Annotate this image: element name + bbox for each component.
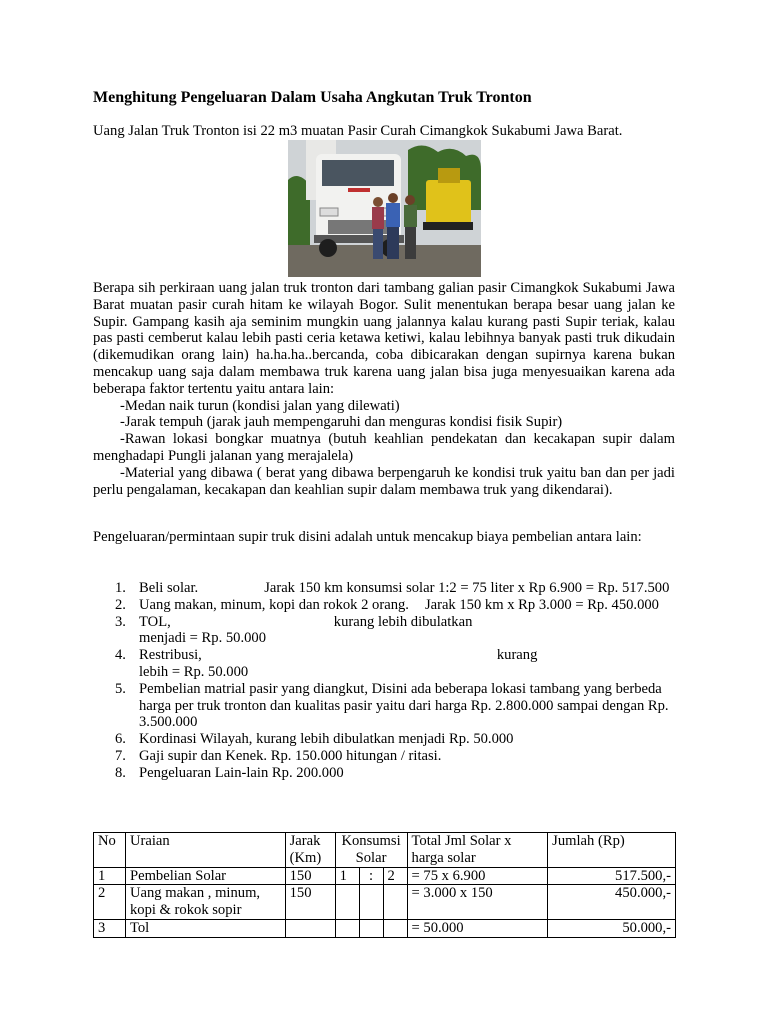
photo-truck-windshield bbox=[322, 160, 394, 186]
photo-excavator bbox=[426, 180, 471, 225]
table-row: 2 Uang makan , minum, kopi & rokok sopir 150 = 3.000 x 150 450.000,- bbox=[94, 885, 676, 920]
document-title: Menghitung Pengeluaran Dalam Usaha Angkutan Truk Tronton bbox=[93, 89, 532, 106]
header-jumlah: Jumlah (Rp) bbox=[548, 833, 676, 868]
photo-person-2 bbox=[386, 203, 400, 227]
photo-person-1 bbox=[372, 207, 384, 229]
factor-1: -Medan naik turun (kondisi jalan yang dilewati) bbox=[120, 397, 400, 414]
explanation-section bbox=[93, 280, 675, 498]
table-row: 1 Pembelian Solar 150 1 : 2 = 75 x 6.900 517.500,- bbox=[94, 867, 676, 885]
list-item: 3. TOL, kurang lebih dibulatkan menjadi = Rp. 50.000 bbox=[115, 613, 473, 647]
header-total: Total Jml Solar x harga solar bbox=[407, 833, 548, 868]
intro-text: Uang Jalan Truk Tronton isi 22 m3 muatan Pasir Curah Cimangkok Sukabumi Jawa Barat. bbox=[93, 123, 623, 139]
photo-excavator-arm bbox=[438, 168, 460, 183]
list-item: 4. Restribusi, kurang lebih = Rp. 50.000 bbox=[115, 647, 538, 680]
paragraph-2: Pengeluaran/permintaan supir truk disini adalah untuk mencakup biaya pembelian antara lain: bbox=[93, 529, 642, 545]
expense-list bbox=[93, 580, 675, 782]
table-header-row bbox=[94, 833, 676, 868]
cost-table bbox=[93, 832, 676, 938]
header-uraian: Uraian bbox=[125, 833, 285, 868]
header-no: No bbox=[94, 833, 126, 868]
factor-2: -Jarak tempuh (jarak jauh mempengaruhi dan menguras kondisi fisik Supir) bbox=[120, 414, 563, 431]
paragraph-1: Berapa sih perkiraan uang jalan truk tronton dari tambang galian pasir Cimangkok Sukabumi Jawa Barat muatan pasir curah hitam ke wilayah Bogor. Sulit menentukan berapa besar uang jalan ke Supir. Gampang kasih aja seminim mungkin uang jalannya kalau kurang pasti Supir teriak, kalau pas pasti cemberut kalau lebih pasti ceria ketawa ketiwi, kalau lebihnya banyak pasti truk dikudain (dikemudikan orang lain) ha.ha.ha..bercanda, coba dibicarakan dengan supirnya karena bukan mencakup uang saja dalam membawa truk karena uang jalan bisa juga menyesuaikan karena ada beberapa faktor tertentu yaitu antara lain: bbox=[93, 280, 675, 397]
truck-photo bbox=[288, 140, 481, 277]
list-item: 6. Kordinasi Wilayah, kurang lebih dibulatkan menjadi Rp. 50.000 bbox=[115, 731, 514, 748]
list-item: 5. Pembelian matrial pasir yang diangkut, Disini ada beberapa lokasi tambang yang berbeda harga per truk tronton dan kualitas pasir yaitu dari harga Rp. 2.800.000 sampai dengan Rp. 3.500.000 bbox=[115, 680, 669, 731]
factor-4: -Material yang dibawa ( berat yang dibawa berpengaruh ke kondisi truk yaitu ban dan per jadi perlu pengalaman, kecakapan dan keahlian supir dalam membawa truk yang dikendarai). bbox=[93, 464, 675, 498]
list-item: 8. Pengeluaran Lain-lain Rp. 200.000 bbox=[115, 764, 344, 781]
table-row: 3 Tol = 50.000 50.000,- bbox=[94, 919, 676, 937]
list-item: 2. Uang makan, minum, kopi dan rokok 2 orang. Jarak 150 km x Rp 3.000 = Rp. 450.000 bbox=[115, 596, 659, 613]
header-konsumsi: Konsumsi Solar bbox=[335, 833, 407, 868]
list-item: 7. Gaji supir dan Kenek. Rp. 150.000 hitungan / ritasi. bbox=[115, 747, 442, 764]
factor-3: -Rawan lokasi bongkar muatnya (butuh keahlian pendekatan dan kecakapan supir dalam menghadapi Pungli jalanan yang merajalela) bbox=[93, 431, 675, 464]
list-item: 1. Beli solar. Jarak 150 km konsumsi solar 1:2 = 75 liter x Rp 6.900 = Rp. 517.500 bbox=[115, 580, 670, 596]
photo-person-3 bbox=[404, 205, 417, 227]
header-jarak: Jarak (Km) bbox=[285, 833, 335, 868]
